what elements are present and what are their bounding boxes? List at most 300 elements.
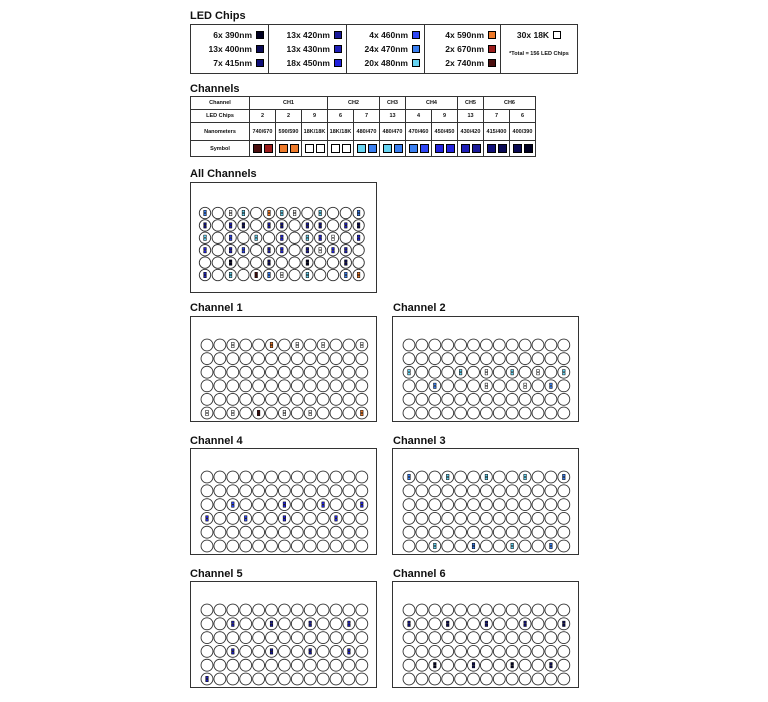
led-chip (283, 410, 286, 412)
led-socket (416, 353, 428, 365)
led-chip (229, 260, 232, 262)
led-socket (317, 380, 329, 392)
led-chip (361, 413, 364, 415)
led-socket (251, 257, 262, 268)
led-chip (550, 543, 553, 545)
led-socket (356, 471, 368, 483)
led-socket (455, 380, 467, 392)
led-socket (558, 526, 570, 538)
led-socket (356, 366, 368, 378)
led-socket (276, 257, 287, 268)
led-socket (506, 353, 518, 365)
led-socket (330, 540, 342, 552)
nanometer-cell: 430/420 (458, 123, 484, 141)
led-socket (532, 632, 544, 644)
led-socket (442, 393, 454, 405)
led-chip (204, 248, 207, 250)
led-socket (315, 207, 326, 218)
led-chip (345, 272, 348, 274)
led-chip (206, 413, 209, 415)
led-socket (317, 499, 329, 511)
led-socket (278, 540, 290, 552)
led-socket (240, 353, 252, 365)
led-socket (289, 269, 300, 280)
led-chip (446, 477, 449, 479)
led-socket (558, 540, 570, 552)
led-socket (493, 673, 505, 685)
led-socket (315, 232, 326, 243)
legend-column (191, 25, 269, 73)
led-socket (302, 220, 313, 231)
led-socket (263, 232, 274, 243)
led-socket (278, 380, 290, 392)
led-socket (403, 659, 415, 671)
led-socket (480, 380, 492, 392)
led-socket (278, 353, 290, 365)
led-chip (408, 621, 411, 623)
led-socket (227, 471, 239, 483)
led-chip (242, 226, 245, 228)
legend-swatch (412, 31, 420, 39)
chip-count-cell: 9 (432, 110, 458, 123)
led-chip (345, 251, 348, 253)
led-socket (343, 353, 355, 365)
channel-3-grid (393, 449, 578, 554)
led-socket (519, 540, 531, 552)
symbol-swatch (498, 144, 507, 153)
led-socket (278, 526, 290, 538)
led-socket (214, 512, 226, 524)
led-socket (214, 632, 226, 644)
led-socket (212, 269, 223, 280)
led-socket (558, 485, 570, 497)
symbol-swatch (316, 144, 325, 153)
table-row (191, 123, 536, 141)
led-chip (472, 666, 475, 668)
led-chip (306, 226, 309, 228)
led-chip (242, 223, 245, 225)
led-chip (242, 251, 245, 253)
led-socket (266, 618, 278, 630)
led-socket (199, 245, 210, 256)
led-socket (199, 257, 210, 268)
led-socket (227, 512, 239, 524)
led-socket (330, 632, 342, 644)
led-socket (266, 485, 278, 497)
led-socket (353, 232, 364, 243)
led-socket (356, 339, 368, 351)
legend-item (429, 29, 496, 42)
led-socket (519, 353, 531, 365)
led-socket (493, 540, 505, 552)
led-socket (330, 673, 342, 685)
led-socket (317, 632, 329, 644)
channel-4-title: Channel 4 (190, 435, 243, 447)
led-chip (319, 223, 322, 225)
led-chip (242, 210, 245, 212)
led-socket (416, 407, 428, 419)
channel-header: CH6 (484, 97, 536, 110)
led-socket (455, 673, 467, 685)
led-socket (278, 393, 290, 405)
led-socket (356, 485, 368, 497)
symbol-cell (276, 141, 302, 157)
symbol-swatch (472, 144, 481, 153)
led-socket (201, 407, 213, 419)
led-socket (468, 485, 480, 497)
led-socket (201, 393, 213, 405)
legend-label: 24x 470nm (364, 44, 408, 54)
led-chip (232, 624, 235, 626)
led-socket (225, 245, 236, 256)
led-chip (229, 226, 232, 228)
led-socket (240, 499, 252, 511)
led-socket (317, 659, 329, 671)
led-socket (416, 499, 428, 511)
led-socket (214, 380, 226, 392)
led-socket (493, 632, 505, 644)
led-socket (199, 232, 210, 243)
led-socket (201, 673, 213, 685)
led-chip (357, 272, 360, 274)
led-socket (238, 207, 249, 218)
led-socket (519, 339, 531, 351)
channel-6-panel (392, 581, 579, 688)
led-socket (532, 659, 544, 671)
legend-swatch (256, 45, 264, 53)
led-socket (315, 257, 326, 268)
led-socket (302, 207, 313, 218)
led-chip (281, 210, 284, 212)
led-socket (240, 485, 252, 497)
led-socket (276, 269, 287, 280)
led-socket (416, 380, 428, 392)
led-socket (356, 604, 368, 616)
led-socket (304, 485, 316, 497)
led-socket (403, 632, 415, 644)
led-socket (455, 604, 467, 616)
led-chip (229, 248, 232, 250)
led-chip (204, 213, 207, 215)
led-socket (214, 339, 226, 351)
led-chip (348, 652, 351, 654)
led-socket (403, 526, 415, 538)
led-socket (429, 659, 441, 671)
led-socket (480, 512, 492, 524)
chip-count-cell: 9 (302, 110, 328, 123)
led-socket (227, 540, 239, 552)
led-chip (229, 238, 232, 240)
channel-header: CH2 (328, 97, 380, 110)
led-chip (345, 248, 348, 250)
led-socket (343, 499, 355, 511)
led-socket (201, 353, 213, 365)
led-socket (532, 485, 544, 497)
symbol-cell (510, 141, 536, 157)
table-row (191, 97, 536, 110)
led-socket (519, 645, 531, 657)
led-socket (343, 471, 355, 483)
led-socket (356, 645, 368, 657)
led-socket (442, 526, 454, 538)
legend-total: *Total = 156 LED Chips (509, 51, 569, 57)
led-chip (268, 223, 271, 225)
led-socket (201, 632, 213, 644)
led-chip (306, 251, 309, 253)
legend-swatch (334, 59, 342, 67)
led-chip (361, 410, 364, 412)
led-socket (240, 393, 252, 405)
led-socket (532, 604, 544, 616)
led-chip (335, 516, 338, 518)
led-socket (429, 604, 441, 616)
led-socket (558, 673, 570, 685)
led-socket (455, 353, 467, 365)
led-chip (332, 251, 335, 253)
led-socket (201, 339, 213, 351)
led-chip (232, 345, 235, 347)
led-socket (468, 540, 480, 552)
led-chip (563, 477, 566, 479)
led-socket (266, 353, 278, 365)
led-socket (253, 407, 265, 419)
led-chip (537, 373, 540, 375)
led-socket (330, 604, 342, 616)
symbol-swatch (461, 144, 470, 153)
led-socket (199, 207, 210, 218)
led-socket (519, 526, 531, 538)
symbol-swatch (290, 144, 299, 153)
led-socket (493, 339, 505, 351)
led-chip (283, 502, 286, 504)
led-socket (442, 632, 454, 644)
led-socket (493, 380, 505, 392)
led-socket (429, 499, 441, 511)
led-socket (240, 659, 252, 671)
led-socket (442, 380, 454, 392)
led-chip (345, 223, 348, 225)
led-socket (493, 604, 505, 616)
led-socket (455, 499, 467, 511)
led-chip (229, 223, 232, 225)
led-chip (537, 370, 540, 372)
led-socket (315, 245, 326, 256)
led-chip (255, 275, 258, 277)
legend-item (273, 57, 342, 70)
led-socket (532, 512, 544, 524)
led-socket (480, 366, 492, 378)
led-chip (206, 679, 209, 681)
led-socket (519, 618, 531, 630)
led-socket (340, 257, 351, 268)
chip-count-cell: 2 (250, 110, 276, 123)
led-socket (327, 220, 338, 231)
led-socket (468, 499, 480, 511)
led-socket (442, 407, 454, 419)
led-socket (506, 673, 518, 685)
led-chip (229, 213, 232, 215)
led-socket (480, 618, 492, 630)
led-socket (304, 540, 316, 552)
led-socket (532, 339, 544, 351)
led-chip (309, 410, 312, 412)
led-socket (317, 673, 329, 685)
led-socket (240, 604, 252, 616)
led-chip (270, 624, 273, 626)
led-socket (317, 407, 329, 419)
led-socket (356, 380, 368, 392)
led-socket (266, 407, 278, 419)
led-chip (434, 663, 437, 665)
led-chip (296, 342, 299, 344)
led-chip (268, 263, 271, 265)
led-socket (506, 659, 518, 671)
led-socket (240, 366, 252, 378)
led-socket (353, 245, 364, 256)
legend-item (351, 57, 420, 70)
led-socket (545, 526, 557, 538)
led-socket (330, 512, 342, 524)
led-socket (227, 353, 239, 365)
led-socket (330, 393, 342, 405)
led-chip (270, 649, 273, 651)
led-socket (317, 526, 329, 538)
led-socket (266, 526, 278, 538)
led-socket (468, 618, 480, 630)
led-socket (212, 220, 223, 231)
led-socket (468, 471, 480, 483)
led-socket (429, 673, 441, 685)
led-socket (227, 526, 239, 538)
led-chip (332, 248, 335, 250)
led-chip (268, 226, 271, 228)
led-socket (519, 659, 531, 671)
led-chip (306, 275, 309, 277)
led-socket (227, 632, 239, 644)
led-socket (343, 632, 355, 644)
chip-count-cell: 2 (276, 110, 302, 123)
led-chip (434, 546, 437, 548)
led-socket (240, 512, 252, 524)
led-socket (506, 366, 518, 378)
led-chip (524, 474, 527, 476)
led-socket (291, 526, 303, 538)
led-socket (468, 604, 480, 616)
led-socket (330, 471, 342, 483)
symbol-cell (302, 141, 328, 157)
led-chip (563, 373, 566, 375)
channel-5-grid (191, 582, 376, 687)
led-chip (268, 260, 271, 262)
legend-swatch (412, 45, 420, 53)
led-socket (545, 366, 557, 378)
led-socket (455, 659, 467, 671)
led-socket (330, 499, 342, 511)
led-chip (550, 666, 553, 668)
led-socket (558, 645, 570, 657)
led-chip (446, 624, 449, 626)
led-socket (343, 540, 355, 552)
led-chip (309, 413, 312, 415)
led-chip (232, 621, 235, 623)
led-socket (468, 526, 480, 538)
led-socket (253, 353, 265, 365)
led-socket (442, 353, 454, 365)
symbol-swatch (331, 144, 340, 153)
led-socket (506, 540, 518, 552)
led-chip (309, 652, 312, 654)
led-socket (343, 485, 355, 497)
led-socket (558, 499, 570, 511)
legend-label: 20x 480nm (364, 58, 408, 68)
nanometer-cell: 480/470 (354, 123, 380, 141)
led-socket (240, 471, 252, 483)
led-chip (345, 260, 348, 262)
led-socket (480, 604, 492, 616)
led-chip (511, 546, 514, 548)
legend-label: 13x 430nm (286, 44, 330, 54)
led-socket (304, 366, 316, 378)
legend-column (347, 25, 425, 73)
nanometer-cell: 450/450 (432, 123, 458, 141)
channel-header: CH4 (406, 97, 458, 110)
led-socket (266, 540, 278, 552)
led-socket (455, 407, 467, 419)
led-chip (309, 621, 312, 623)
led-socket (227, 407, 239, 419)
led-socket (278, 366, 290, 378)
led-chip (322, 505, 325, 507)
led-socket (532, 366, 544, 378)
led-socket (429, 407, 441, 419)
led-socket (545, 632, 557, 644)
led-socket (302, 257, 313, 268)
led-chip (206, 519, 209, 521)
led-socket (317, 540, 329, 552)
led-socket (214, 659, 226, 671)
led-chip (309, 649, 312, 651)
legend-label: 13x 420nm (286, 30, 330, 40)
led-chip (485, 373, 488, 375)
led-socket (429, 339, 441, 351)
led-chip (511, 543, 514, 545)
legend-item (429, 43, 496, 56)
led-chip (459, 373, 462, 375)
led-socket (240, 526, 252, 538)
led-chip (485, 624, 488, 626)
led-socket (558, 632, 570, 644)
led-socket (442, 618, 454, 630)
led-socket (429, 353, 441, 365)
led-socket (263, 257, 274, 268)
led-socket (545, 540, 557, 552)
legend-swatch (488, 45, 496, 53)
led-chip (446, 474, 449, 476)
led-chip (357, 213, 360, 215)
led-socket (455, 471, 467, 483)
led-socket (545, 512, 557, 524)
led-socket (227, 339, 239, 351)
led-socket (330, 366, 342, 378)
led-socket (238, 257, 249, 268)
led-socket (214, 471, 226, 483)
row-label: Nanometers (191, 123, 250, 141)
led-socket (253, 380, 265, 392)
led-socket (493, 366, 505, 378)
led-chip (206, 676, 209, 678)
led-socket (225, 220, 236, 231)
led-chip (472, 663, 475, 665)
